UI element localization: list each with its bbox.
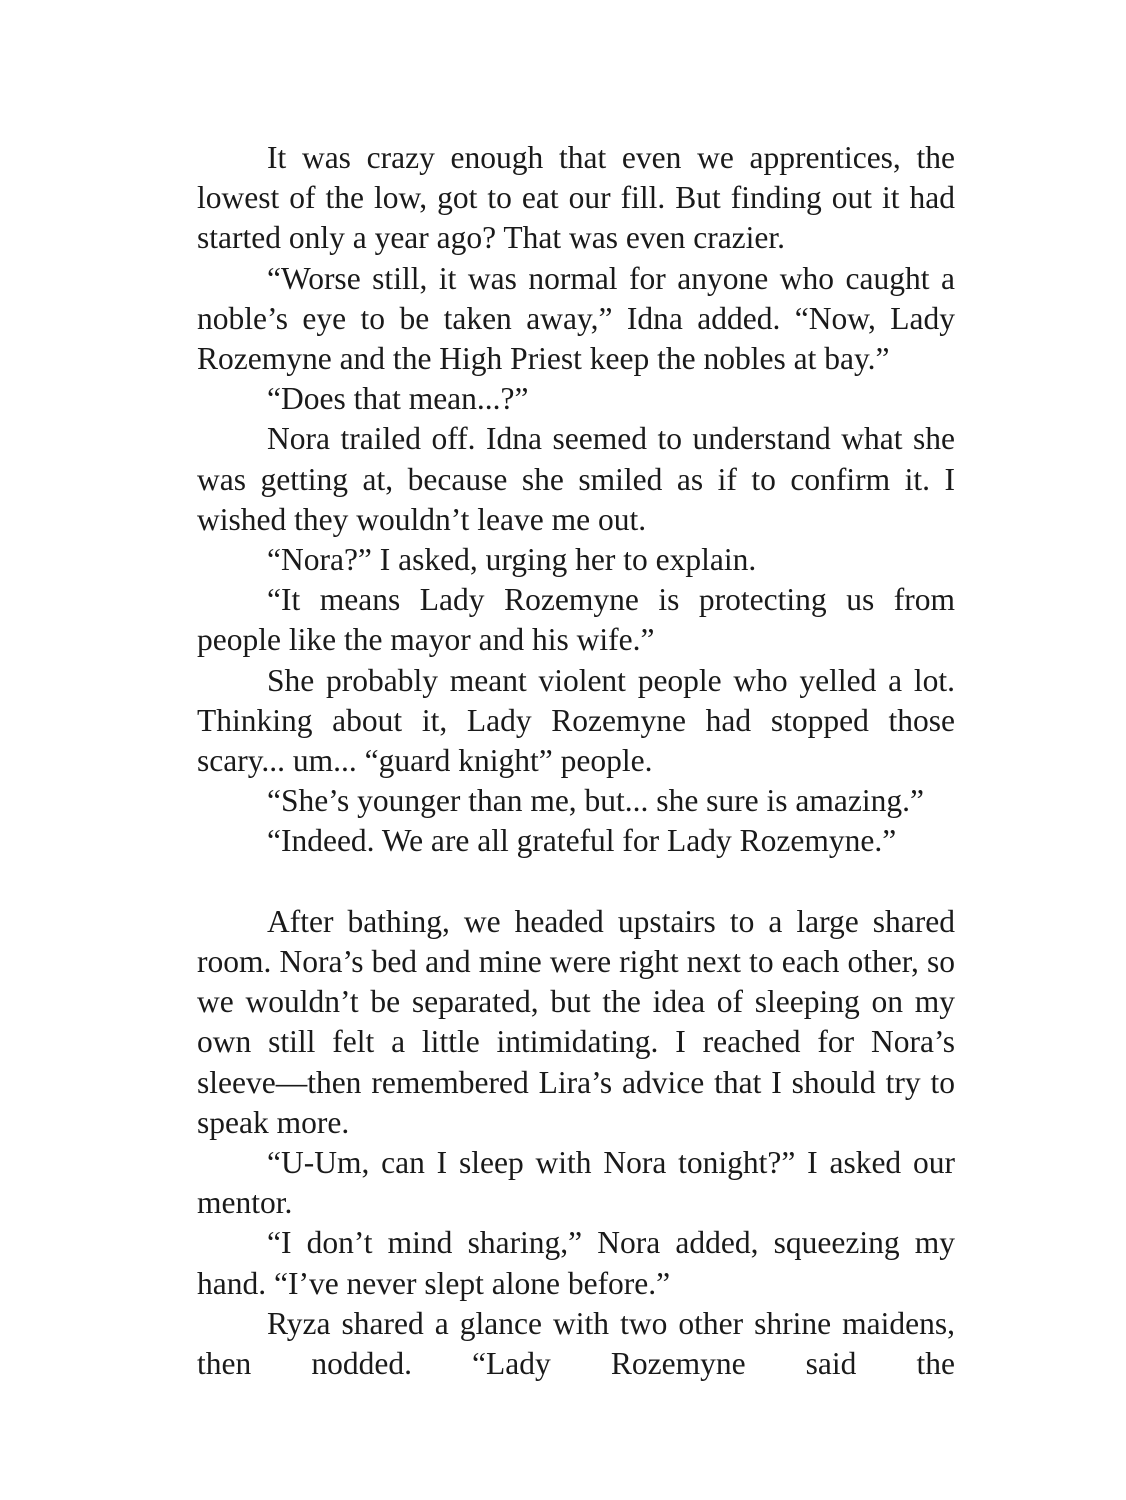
paragraph: Nora trailed off. Idna seemed to understand what she was getting at, because she smiled as if to confirm it. I wished they wouldn’t leave me out. bbox=[197, 421, 955, 537]
paragraph: She probably meant violent people who yelled a lot. Thinking about it, Lady Rozemyne had stopped those scary... um... “guard knight” people. bbox=[197, 662, 955, 779]
paragraph: “Does that mean...?” bbox=[267, 381, 529, 417]
paragraph: “U-Um, can I sleep with Nora tonight?” I asked our mentor. bbox=[197, 1145, 955, 1221]
paragraph: Ryza shared a glance with two other shrine maidens, then nodded. “Lady Rozemyne said the bbox=[197, 1305, 955, 1382]
body-text bbox=[197, 138, 955, 1384]
paragraph: “She’s younger than me, but... she sure is amazing.” bbox=[267, 783, 924, 819]
paragraph: “Nora?” I asked, urging her to explain. bbox=[267, 542, 757, 578]
paragraph: “It means Lady Rozemyne is protecting us from people like the mayor and his wife.” bbox=[197, 582, 955, 658]
paragraph: “I don’t mind sharing,” Nora added, squeezing my hand. “I’ve never slept alone before.” bbox=[197, 1225, 955, 1301]
paragraph: It was crazy enough that even we apprentices, the lowest of the low, got to eat our fill. But finding out it had started only a year ago? That was even crazier. bbox=[197, 140, 955, 256]
scene-break bbox=[197, 862, 955, 902]
paragraph: “Indeed. We are all grateful for Lady Rozemyne.” bbox=[267, 823, 897, 859]
paragraph: “Worse still, it was normal for anyone who caught a noble’s eye to be taken away,” Idna added. “Now, Lady Rozemyne and the High Priest keep the nobles at bay.” bbox=[197, 260, 955, 377]
paragraph: After bathing, we headed upstairs to a large shared room. Nora’s bed and mine were right next to each other, so we wouldn’t be separated, but the idea of sleeping on my own still felt a little intimidating. I reached for Nora’s sleeve—then remembered Lira’s advice that I should try to speak more. bbox=[197, 903, 955, 1140]
